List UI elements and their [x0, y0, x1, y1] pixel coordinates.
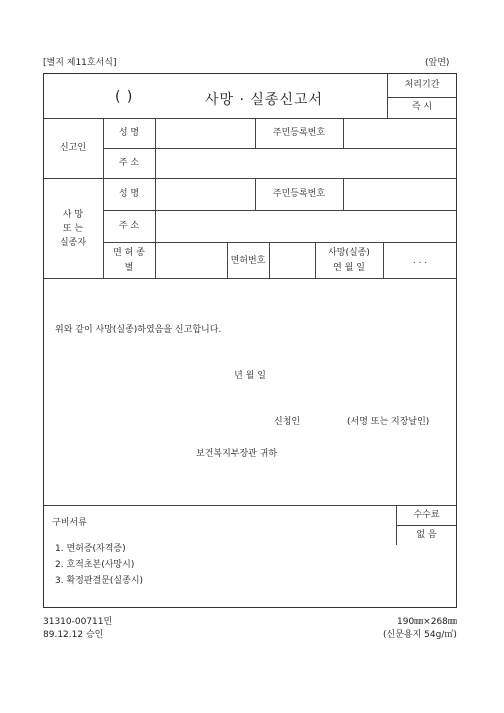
license-type-field[interactable] — [156, 243, 226, 277]
document-item: 1. 면허증(자격증) — [55, 544, 126, 554]
reporter-name-field[interactable] — [156, 119, 254, 147]
reporter-section-label: 신고인 — [59, 143, 87, 153]
deceased-name-field[interactable] — [156, 179, 254, 209]
reporter-rrn-field[interactable] — [344, 119, 456, 147]
license-type-label-1: 면 허 종 — [113, 248, 145, 258]
page-side-label: (앞면) — [425, 58, 450, 68]
deceased-address-field[interactable] — [156, 211, 456, 241]
death-date-label-2: 연 월 일 — [333, 263, 365, 273]
document-item: 2. 호적초본(사망시) — [55, 560, 135, 570]
deceased-section-label-3: 실종자 — [59, 238, 87, 248]
reporter-address-field[interactable] — [156, 149, 456, 177]
title-blank: ( ) — [115, 89, 134, 105]
required-documents-label: 구비서류 — [52, 518, 87, 528]
deceased-rrn-label: 주민등록번호 — [272, 189, 326, 199]
license-number-label: 면허번호 — [230, 256, 266, 266]
recipient-line: 보건복지부장관 귀하 — [196, 449, 278, 459]
form-title: 사망 · 실종신고서 — [205, 92, 324, 108]
document-item: 3. 확정판결문(실종시) — [55, 576, 144, 586]
deceased-section-label-1: 사 망 — [62, 210, 84, 220]
footer-size: 190㎜×268㎜ — [397, 617, 457, 627]
applicant-label: 신청인 — [274, 417, 301, 427]
license-number-field[interactable] — [270, 243, 314, 277]
death-date-field[interactable]: . . . — [412, 256, 428, 266]
processing-period-label: 처리기간 — [404, 80, 440, 90]
declaration-statement: 위와 같이 사망(실종)하였음을 신고합니다. — [55, 325, 222, 335]
footer-paper: (신문용지 54g/㎡) — [383, 630, 457, 640]
reporter-rrn-label: 주민등록번호 — [272, 128, 326, 138]
footer-code: 31310-00711민 — [43, 617, 113, 627]
deceased-address-label: 주 소 — [118, 221, 140, 231]
reporter-name-label: 성 명 — [118, 128, 140, 138]
deceased-section-label-2: 또 는 — [62, 224, 84, 234]
death-date-label-1: 사망(실종) — [328, 248, 370, 258]
deceased-name-label: 성 명 — [118, 189, 140, 199]
signature-note: (서명 또는 지장날인) — [347, 417, 430, 427]
declaration-date: 년 월 일 — [234, 371, 266, 381]
reporter-address-label: 주 소 — [118, 158, 140, 168]
fee-value: 없 음 — [416, 530, 437, 540]
processing-period-value: 즉 시 — [411, 102, 433, 112]
license-type-label-2: 별 — [124, 263, 134, 273]
footer-approval: 89.12.12 승인 — [43, 630, 104, 640]
deceased-rrn-field[interactable] — [344, 179, 456, 209]
fee-label: 수수료 — [413, 510, 440, 520]
form-number: [별지 제11호서식] — [43, 58, 117, 68]
